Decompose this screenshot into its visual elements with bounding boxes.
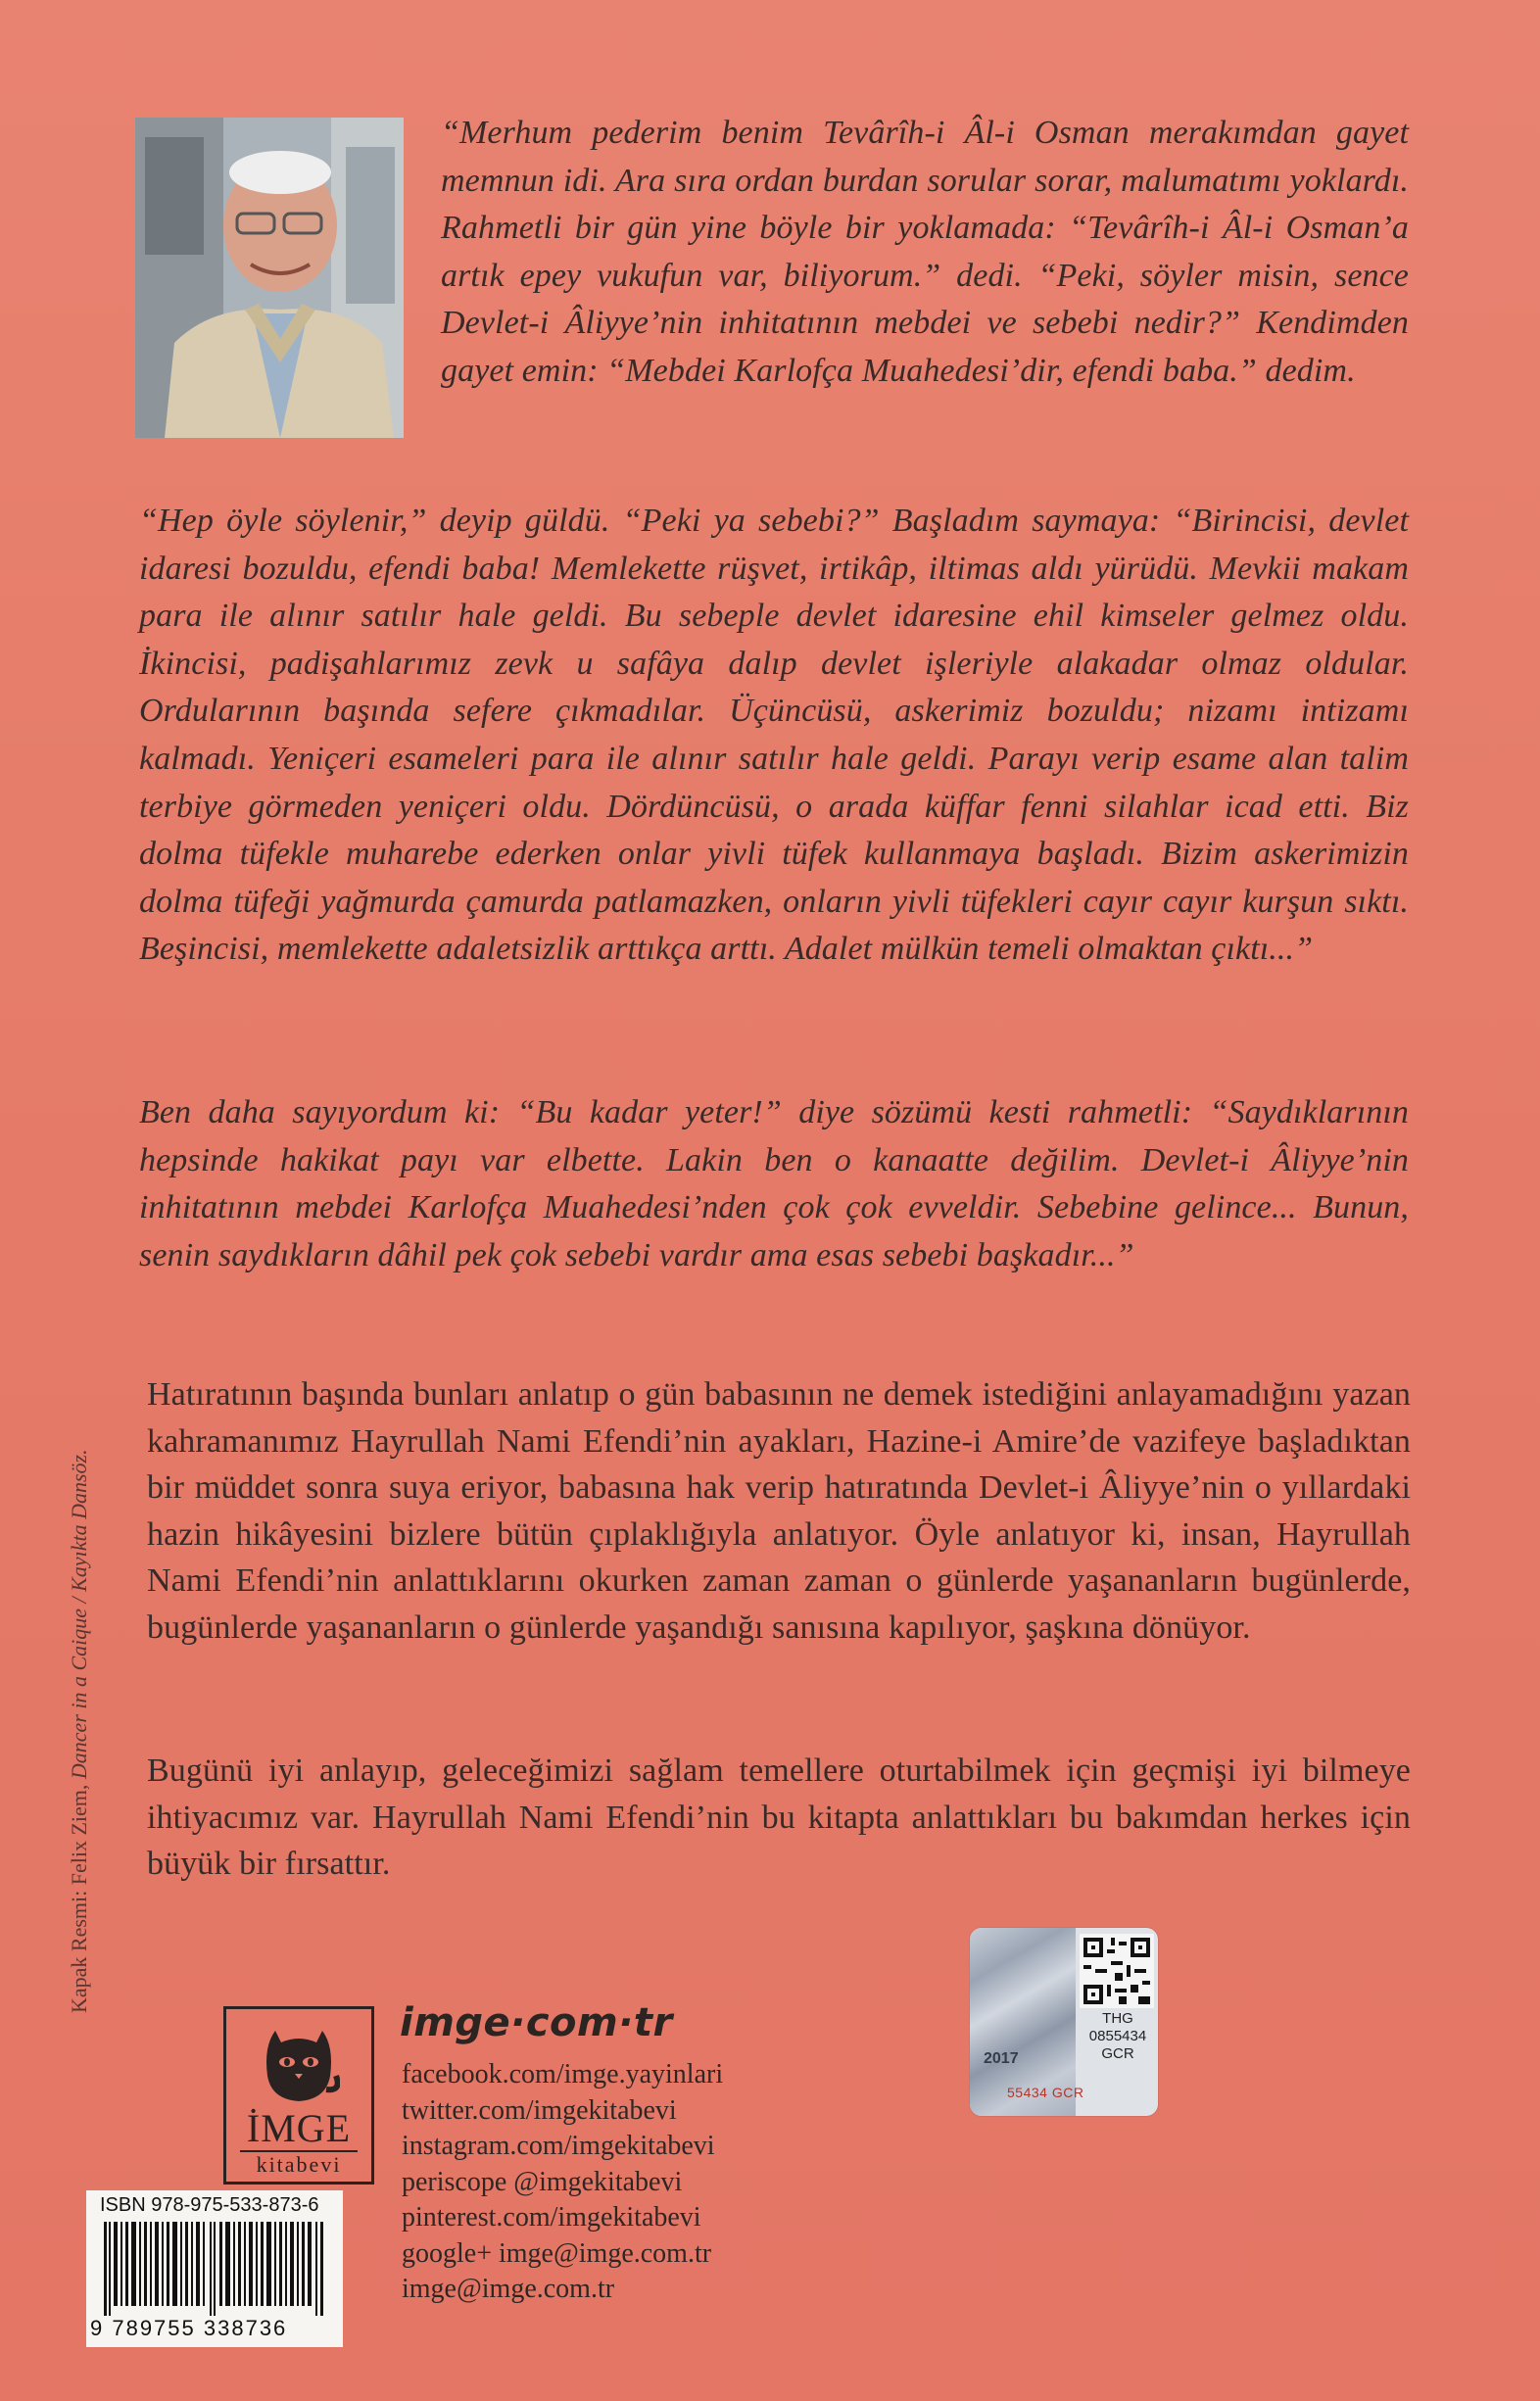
credit-label: Kapak Resmi: Felix Ziem, bbox=[67, 1779, 91, 2013]
barcode-icon bbox=[94, 2222, 335, 2316]
publisher-logo bbox=[223, 2006, 374, 2185]
credit-work: Dancer in a Caique / Kayıkta Dansöz. bbox=[67, 1449, 91, 1780]
publisher-website[interactable]: imge·com·tr bbox=[400, 2000, 673, 2045]
sticker-year: 2017 bbox=[984, 2050, 1019, 2067]
author-photo bbox=[135, 118, 404, 438]
logo-name: İMGE bbox=[246, 2106, 352, 2150]
isbn-number: ISBN 978-975-533-873-6 bbox=[100, 2194, 319, 2216]
link-periscope[interactable]: periscope @imgekitabevi bbox=[402, 2166, 683, 2197]
sticker-code: 55434 GCR bbox=[1007, 2085, 1084, 2100]
author-portrait-icon bbox=[135, 118, 404, 438]
sticker-line-1: THG bbox=[1102, 2010, 1133, 2027]
sticker-serial bbox=[1083, 2010, 1152, 2063]
sticker-line-2: 0855434 bbox=[1088, 2028, 1147, 2044]
cover-credit bbox=[67, 1288, 92, 2013]
link-facebook[interactable]: facebook.com/imge.yayinlari bbox=[402, 2059, 724, 2089]
quote-paragraph-1: “Merhum pederim benim Tevârîh-i Âl-i Osman merakımdan gayet memnun idi. Ara sıra ordan burdan sorular sorar, malumatımı yoklardı. Rahmetli bir gün yine böyle bir yoklamada: “Tevârîh-i Âl-i Osman’a artık epey vukufun var, biliyorum.” dedi. “Peki, söyler misin, sence Devlet-i Âliyye’nin inhitatının mebdei ve sebebi nedir?” Kendimden gayet emin: “Mebdei Karlofça Muahedesi’dir, efendi baba.” dedim. bbox=[441, 115, 1409, 389]
quote-paragraph-3: Ben daha sayıyordum ki: “Bu kadar yeter!” diye sözümü kesti rahmetli: “Saydıklarının hepsinde hakikat payı var elbette. Lakin ben o kanaatte değilim. Devlet-i Âliyye’nin inhitatının mebdei Karlofça Muahedesi’nden çok çok evveldir. Sebebine gelince... Bunun, senin saydıkların dâhil pek çok sebebi vardır ama esas sebebi başkadır...” bbox=[139, 1094, 1409, 1273]
link-pinterest[interactable]: pinterest.com/imgekitabevi bbox=[402, 2202, 701, 2233]
logo-subtitle: kitabevi bbox=[240, 2150, 358, 2178]
isbn-barcode-label bbox=[86, 2190, 343, 2347]
description-paragraph-1: Hatıratının başında bunları anlatıp o gün babasının ne demek istediğini anlayamadığını yazan kahramanımız Hayrullah Nami Efendi’nin ayakları, Hazine-i Amire’de vazifeye başladıktan bir müddet sonra suya eriyor, babasına hak verip hatıratında Devlet-i Âliyye’nin o yıllardaki hazin hikâyesini bizlere bütün çıplaklığıyla anlatıyor. Öyle anlatıyor ki, insan, Hayrullah Nami Efendi’nin anlattıklarını okurken zaman zaman o günlerde yaşananların bugünlerde, bugünlerde yaşananların o günlerde yaşandığı sanısına kapılıyor, şaşkına dönüyor. bbox=[147, 1376, 1411, 1646]
cat-icon bbox=[258, 2017, 340, 2105]
link-instagram[interactable]: instagram.com/imgekitabevi bbox=[402, 2131, 715, 2161]
sticker-line-3: GCR bbox=[1101, 2045, 1134, 2062]
qr-code-icon bbox=[1080, 1934, 1154, 2008]
social-links bbox=[402, 2057, 723, 2308]
barcode-digits: 9 789755 338736 bbox=[90, 2316, 288, 2340]
quote-paragraph-2: “Hep öyle söylenir,” deyip güldü. “Peki ya sebebi?” Başladım saymaya: “Birincisi, devlet idaresi bozuldu, efendi baba! Memlekette rüşvet, irtikâp, iltimas aldı yürüdü. Mevkii makam para ile alınır satılır hale geldi. Bu sebeple devlet idaresine ehil kimseler gelmez oldu. İkincisi, padişahlarımız zevk u safâya dalıp devlet işleriyle alakadar olmaz oldular. Ordularının başında sefere çıkmadılar. Üçüncüsü, askerimiz bozuldu; nizamı intizamı kalmadı. Yeniçeri esameleri para ile alınır satılır hale geldi. Parayı verip esame alan talim terbiye görmeden yeniçeri oldu. Dördüncüsü, o arada küffar fenni silahlar icad etti. Biz dolma tüfekle muharebe ederken onlar yivli tüfek kullanmaya başladı. Bizim askerimizin dolma tüfeği yağmurda çamurda patlamazken, onların yivli tüfekleri cayır cayır kurşun sıktı. Beşincisi, memlekette adaletsizlik arttıkça arttı. Adalet mülkün temeli olmaktan çıktı...” bbox=[139, 503, 1409, 968]
link-twitter[interactable]: twitter.com/imgekitabevi bbox=[402, 2094, 677, 2126]
link-googleplus[interactable]: google+ imge@imge.com.tr bbox=[402, 2237, 712, 2269]
hologram-sticker bbox=[970, 1928, 1158, 2116]
description-paragraph-2: Bugünü iyi anlayıp, geleceğimizi sağlam temellere oturtabilmek için geçmişi iyi bilmeye ihtiyacımız var. Hayrullah Nami Efendi’nin bu kitapta anlattıkları bu bakımdan herkes için büyük bir fırsattır. bbox=[147, 1753, 1411, 1882]
link-email[interactable]: imge@imge.com.tr bbox=[402, 2274, 615, 2304]
